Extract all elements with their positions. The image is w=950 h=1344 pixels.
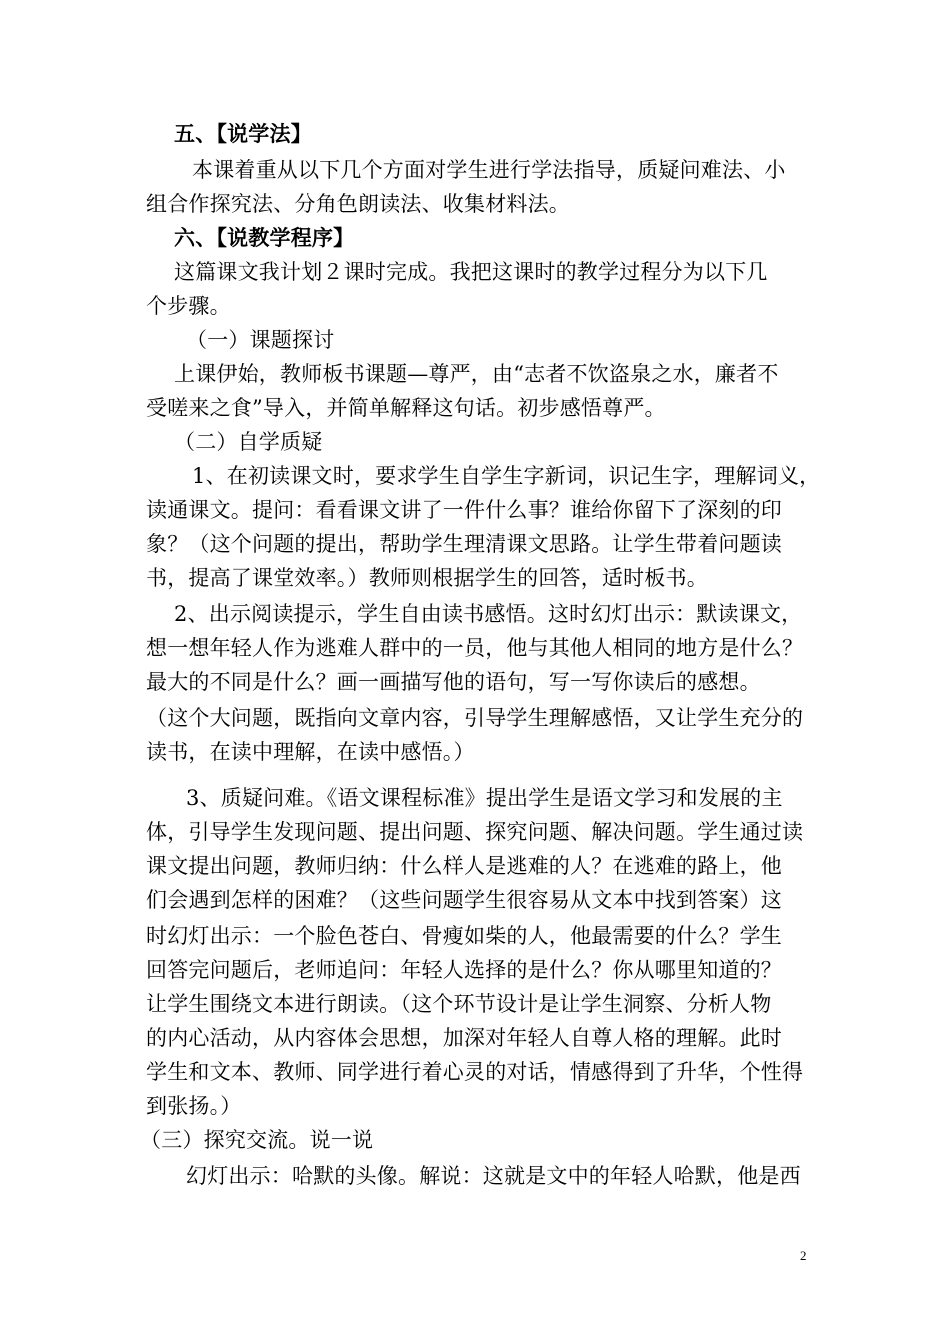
text-line: 个步骤。 (146, 294, 231, 318)
text-line: 受嗟来之食”导入，并简单解释这句话。初步感悟尊严。 (146, 396, 666, 420)
text-line: 上课伊始，教师板书课题—尊严，由“志者不饮盗泉之水，廉者不 (174, 362, 779, 386)
page-number: 2 (800, 1248, 807, 1263)
text-line: 最大的不同是什么？画一画描写他的语句，写一写你读后的感想。 (146, 670, 761, 694)
text-line: 读书，在读中理解，在读中感悟。） (146, 740, 475, 764)
text-line: 的内心活动，从内容体会思想，加深对年轻人自尊人格的理解。此时 (146, 1026, 782, 1050)
text-line: 们会遇到怎样的困难？（这些问题学生很容易从文本中找到答案）这 (146, 888, 782, 912)
section-heading-study-methods: 五、【说学法】 (174, 121, 312, 146)
text-line: 这篇课文我计划２课时完成。我把这课时的教学过程分为以下几 (174, 260, 768, 284)
text-line: 书，提高了课堂效率。）教师则根据学生的回答，适时板书。 (146, 566, 708, 590)
text-line: 想一想年轻人作为逃难人群中的一员，他与其他人相同的地方是什么？ (146, 636, 804, 660)
text-line: 学生和文本、教师、同学进行着心灵的对话，情感得到了升华，个性得 (146, 1060, 804, 1084)
text-line: 1、在初读课文时，要求学生自学生字新词，识记生字，理解词义， (192, 464, 821, 488)
text-line: 让学生围绕文本进行朗读。（这个环节设计是让学生洞察、分析人物 (146, 992, 772, 1016)
section-heading-teaching-procedure: 六、【说教学程序】 (174, 225, 355, 250)
text-line: 到张扬。） (146, 1094, 242, 1118)
text-line: 回答完问题后，老师追问：年轻人选择的是什么？你从哪里知道的？ (146, 958, 782, 982)
text-line: 象？（这个问题的提出，帮助学生理清课文思路。让学生带着问题读 (146, 532, 782, 556)
text-line: 2、出示阅读提示，学生自由读书感悟。这时幻灯出示：默读课文， (174, 602, 803, 626)
subsection-heading: （一）课题探讨 (186, 328, 335, 352)
subsection-heading: （二）自学质疑 (174, 430, 323, 454)
text-line: 幻灯出示：哈默的头像。解说：这就是文中的年轻人哈默，他是西 (186, 1164, 801, 1188)
text-line: 课文提出问题，教师归纳：什么样人是逃难的人？在逃难的路上，他 (146, 854, 782, 878)
text-line: 读通课文。提问：看看课文讲了一件什么事？谁给你留下了深刻的印 (146, 498, 782, 522)
text-line: 体，引导学生发现问题、提出问题、探究问题、解决问题。学生通过读 (146, 820, 804, 844)
text-line: 组合作探究法、分角色朗读法、收集材料法。 (146, 192, 570, 216)
text-line: 3、质疑问难。《语文课程标准》提出学生是语文学习和发展的主 (186, 786, 783, 810)
text-line: 时幻灯出示：一个脸色苍白、骨瘦如柴的人，他最需要的什么？学生 (146, 924, 782, 948)
text-line: （这个大问题，既指向文章内容，引导学生理解感悟，又让学生充分的 (146, 706, 804, 730)
text-line: 本课着重从以下几个方面对学生进行学法指导，质疑问难法、小 (192, 158, 786, 182)
subsection-heading: （三）探究交流。说一说 (140, 1128, 374, 1152)
